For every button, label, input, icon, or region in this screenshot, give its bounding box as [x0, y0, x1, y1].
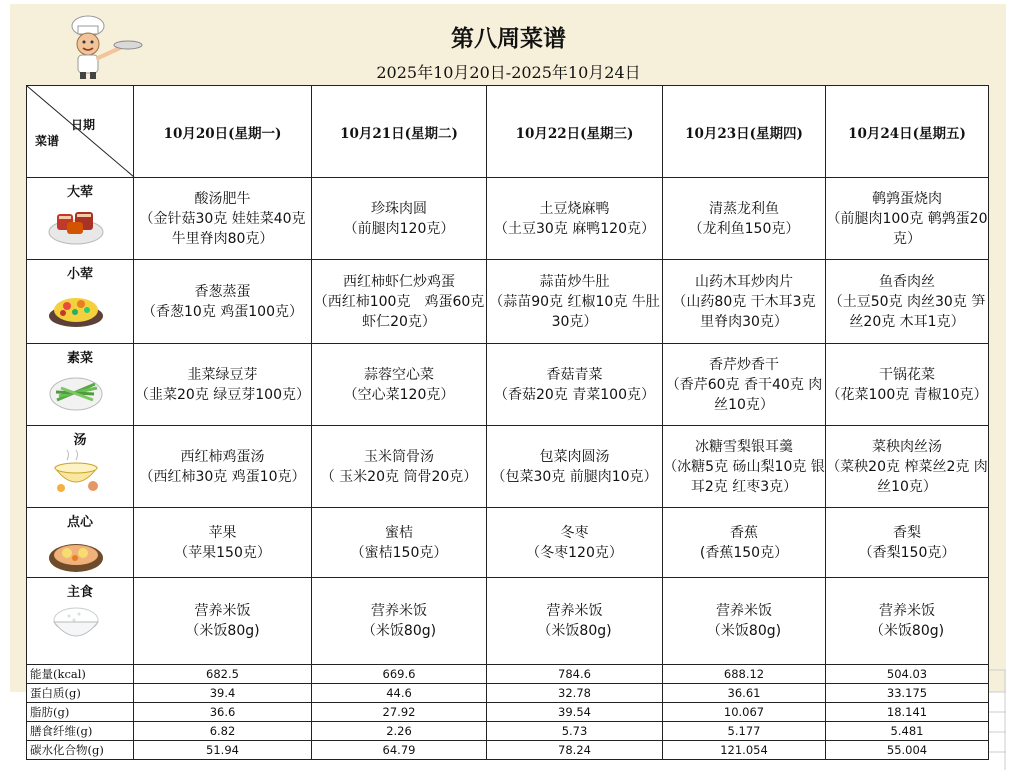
day-header: 10月21日(星期二): [312, 86, 487, 178]
nutrition-value: 39.4: [134, 684, 312, 703]
nutrition-value: 5.481: [826, 722, 989, 741]
dish-ingredients: （米饭80g): [537, 623, 612, 639]
menu-row-small-meat: [27, 260, 989, 344]
dish-name: 鱼香肉丝: [879, 273, 935, 290]
dish-ingredients: （米饭80g): [869, 623, 945, 639]
dish-cell: [663, 426, 826, 508]
dish-cell: [487, 578, 663, 665]
nutrition-value: 10.067: [663, 703, 826, 722]
day-header: 10月20日(星期一): [134, 86, 312, 178]
dish-cell: [134, 260, 312, 344]
nutrition-value: 669.6: [312, 665, 487, 684]
dish-ingredients: （蜜桔150克）: [350, 544, 448, 561]
category-cell: [27, 260, 134, 344]
dish-ingredients: （土豆50克 肉丝30克 笋丝20克 木耳1克）: [828, 293, 986, 330]
dish-ingredients: （蒜苗90克 红椒10克 牛肚30克）: [489, 293, 660, 330]
dish-name: 蜜桔: [385, 524, 413, 541]
dish-cell: [826, 508, 989, 578]
page-title: 第八周菜谱: [451, 25, 566, 52]
dish-name: 蒜苗炒牛肚: [539, 273, 610, 290]
dish-ingredients: （冰糖5克 砀山梨10克 银耳2克 红枣3克）: [663, 458, 825, 495]
dish-cell: [487, 508, 663, 578]
dish-ingredients: （西红柿30克 鸡蛋10克）: [139, 468, 306, 485]
day-header: 10月22日(星期三): [487, 86, 663, 178]
asparagus-dish-icon: [47, 364, 105, 414]
dish-cell: [663, 178, 826, 260]
dish-ingredients: （西红柿100克 鸡蛋60克 虾仁20克）: [313, 293, 485, 330]
dish-name: 营养米饭: [546, 603, 603, 619]
nutrition-value: 2.26: [312, 722, 487, 741]
dish-ingredients: （米饭80g): [361, 623, 437, 639]
dish-name: 冰糖雪梨银耳羹: [695, 438, 793, 455]
nutrition-row-carbs: [27, 741, 989, 760]
dish-name: 菜秧肉丝汤: [872, 438, 942, 455]
dish-name: 苹果: [208, 524, 237, 541]
category-label: 主食: [66, 585, 93, 600]
nutrition-row-energy: [27, 665, 989, 684]
dish-ingredients: （米饭80g): [706, 623, 782, 639]
category-label: 素菜: [66, 351, 93, 366]
menu-table: [26, 85, 989, 760]
dish-cell: [826, 260, 989, 344]
dish-name: 包菜肉圆汤: [539, 448, 610, 465]
nutrition-value: 121.054: [663, 741, 826, 760]
nutrition-value: 504.03: [826, 665, 989, 684]
category-cell: [27, 178, 134, 260]
dish-cell: [312, 426, 487, 508]
dish-name: 营养米饭: [879, 603, 935, 619]
dish-name: 冬枣: [560, 524, 589, 541]
dish-cell: [487, 178, 663, 260]
gridline-fragment: [989, 664, 1006, 770]
nutrition-value: 688.12: [663, 665, 826, 684]
dish-name: 珍珠肉圆: [371, 200, 427, 217]
dish-ingredients: (香蕉150克）: [699, 544, 789, 561]
dish-cell: [487, 426, 663, 508]
dish-name: 西红柿鸡蛋汤: [180, 448, 265, 465]
dish-name: 营养米饭: [371, 603, 427, 619]
corner-category-label: 菜谱: [35, 134, 60, 148]
nutrition-value: 18.141: [826, 703, 989, 722]
nutrition-value: 51.94: [134, 741, 312, 760]
dish-ingredients: （韭菜20克 绿豆芽100克）: [135, 386, 310, 403]
category-label: 点心: [66, 515, 93, 530]
dish-ingredients: （山药80克 干木耳3克 里脊肉30克）: [672, 293, 830, 330]
dish-ingredients: （香菇20克 青菜100克）: [494, 386, 655, 403]
dish-ingredients: （苹果150克）: [174, 544, 271, 561]
dish-name: 山药木耳炒肉片: [695, 273, 793, 290]
menu-row-soup: [27, 426, 989, 508]
dish-ingredients: （香梨150克）: [858, 544, 956, 561]
dish-cell: [826, 344, 989, 426]
nutrition-value: 784.6: [487, 665, 663, 684]
dish-cell: [312, 344, 487, 426]
dish-cell: [826, 178, 989, 260]
snack-plate-icon: [47, 528, 105, 578]
corner-date-label: 日期: [70, 118, 95, 132]
dish-ingredients: （前腿肉100克 鹌鹑蛋20克）: [826, 210, 988, 247]
nutrition-value: 6.82: [134, 722, 312, 741]
nutrition-value: 78.24: [487, 741, 663, 760]
soup-bowl-icon: [47, 446, 105, 496]
dish-cell: [663, 344, 826, 426]
dish-name: 土豆烧麻鸭: [539, 200, 610, 217]
dish-name: 香梨: [893, 524, 921, 541]
nutrition-value: 5.73: [487, 722, 663, 741]
day-header: 10月23日(星期四): [663, 86, 826, 178]
menu-row-staple: [27, 578, 989, 665]
dish-ingredients: （金针菇30克 娃娃菜40克 牛里脊肉80克）: [139, 210, 306, 247]
dish-ingredients: （ 玉米20克 筒骨20克）: [320, 468, 478, 485]
dish-cell: [312, 178, 487, 260]
dish-name: 玉米筒骨汤: [364, 448, 434, 465]
nutrition-value: 36.6: [134, 703, 312, 722]
dish-ingredients: （冬枣120克）: [526, 544, 623, 561]
nutrition-value: 55.004: [826, 741, 989, 760]
nutrition-label: 碳水化合物(g): [27, 741, 134, 760]
menu-row-main-meat: [27, 178, 989, 260]
header-row: [27, 86, 989, 178]
day-header: 10月24日(星期五): [826, 86, 989, 178]
dish-ingredients: （包菜30克 前腿肉10克）: [491, 468, 658, 485]
dish-ingredients: （菜秧20克 榨菜丝2克 肉丝10克）: [826, 458, 988, 495]
dish-ingredients: （米饭80g): [185, 623, 260, 639]
nutrition-value: 64.79: [312, 741, 487, 760]
stir-fry-dish-icon: [47, 280, 105, 330]
dish-name: 蒜蓉空心菜: [364, 366, 434, 383]
braised-pork-icon: [47, 198, 105, 248]
nutrition-label: 能量(kcal): [27, 665, 134, 684]
dish-ingredients: （花菜100克 青椒10克）: [826, 386, 988, 403]
menu-row-vegetable: [27, 344, 989, 426]
dish-cell: [487, 344, 663, 426]
dish-name: 营养米饭: [194, 603, 251, 619]
dish-cell: [134, 426, 312, 508]
nutrition-value: 32.78: [487, 684, 663, 703]
rice-bowl-icon: [47, 598, 105, 648]
dish-name: 酸汤肥牛: [194, 190, 251, 207]
dish-cell: [663, 260, 830, 344]
nutrition-row-protein: [27, 684, 989, 703]
dish-name: 香菇青菜: [546, 366, 603, 383]
category-label: 小荤: [66, 267, 93, 282]
dish-name: 鹌鹑蛋烧肉: [872, 190, 942, 207]
category-cell: [27, 578, 134, 665]
dish-cell: [312, 260, 487, 344]
category-label: 大荤: [66, 185, 93, 200]
corner-cell: [27, 86, 134, 178]
category-cell: [27, 508, 134, 578]
dish-cell: [312, 508, 487, 578]
nutrition-value: 682.5: [134, 665, 312, 684]
nutrition-label: 蛋白质(g): [27, 684, 134, 703]
dish-name: 香葱蒸蛋: [194, 283, 251, 300]
dish-name: 西红柿虾仁炒鸡蛋: [343, 273, 455, 290]
dish-cell: [134, 578, 312, 665]
dish-name: 干锅花菜: [879, 366, 935, 383]
dish-cell: [312, 578, 487, 665]
nutrition-value: 39.54: [487, 703, 663, 722]
dish-cell: [134, 344, 312, 426]
nutrition-label: 膳食纤维(g): [27, 722, 134, 741]
menu-row-snack: [27, 508, 989, 578]
dish-cell: [826, 426, 989, 508]
dish-name: 香芹炒香干: [709, 356, 779, 373]
dish-name: 清蒸龙利鱼: [709, 200, 779, 217]
nutrition-label: 脂肪(g): [27, 703, 134, 722]
dish-cell: [134, 178, 312, 260]
dish-ingredients: （前腿肉120克）: [343, 220, 455, 237]
dish-cell: [663, 508, 826, 578]
nutrition-value: 27.92: [312, 703, 487, 722]
dish-ingredients: （龙利鱼150克）: [688, 220, 800, 237]
nutrition-value: 36.61: [663, 684, 826, 703]
dish-name: 韭菜绿豆芽: [187, 366, 258, 383]
nutrition-value: 33.175: [826, 684, 989, 703]
dish-ingredients: （空心菜120克）: [343, 386, 455, 403]
nutrition-row-fat: [27, 703, 989, 722]
dish-ingredients: （土豆30克 麻鸭120克）: [494, 220, 655, 237]
category-cell: [27, 426, 134, 508]
dish-ingredients: （香葱10克 鸡蛋100克）: [142, 303, 303, 320]
dish-cell: [134, 508, 312, 578]
category-cell: [27, 344, 134, 426]
dish-cell: [487, 260, 663, 344]
nutrition-value: 44.6: [312, 684, 487, 703]
date-range: 2025年10月20日-2025年10月24日: [376, 63, 641, 82]
nutrition-value: 5.177: [663, 722, 826, 741]
dish-cell: [663, 578, 826, 665]
nutrition-row-fiber: [27, 722, 989, 741]
dish-name: 营养米饭: [716, 603, 772, 619]
category-label: 汤: [73, 433, 87, 448]
dish-cell: [826, 578, 989, 665]
dish-ingredients: （香芹60克 香干40克 肉丝10克）: [665, 376, 823, 413]
dish-name: 香蕉: [730, 524, 758, 541]
